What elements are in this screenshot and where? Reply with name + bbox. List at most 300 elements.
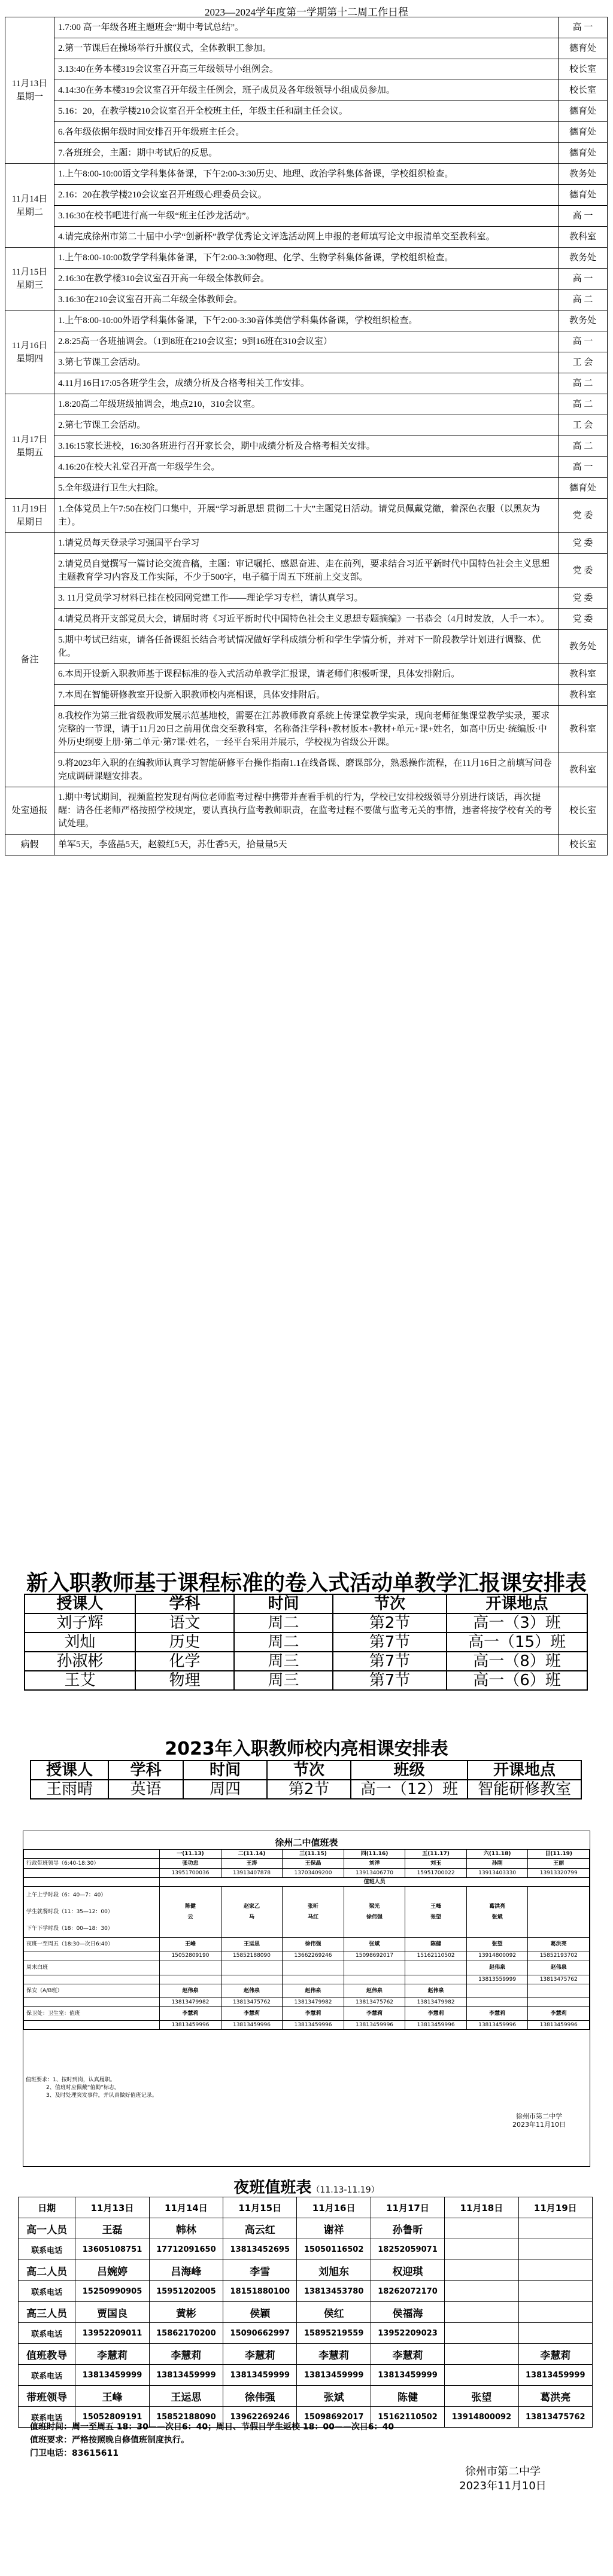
schedule-row	[5, 101, 608, 122]
task-cell: 4.16:20在校大礼堂召开高一年级学生会。	[54, 457, 559, 478]
night-row	[19, 2218, 593, 2239]
night-cell: 张斌	[297, 2386, 371, 2407]
duty-cell: 李慧莉	[405, 2007, 467, 2021]
period-label: 下午下学时段（18：00—18：30）	[26, 1926, 113, 1932]
night-cell: 王磊	[75, 2218, 149, 2239]
dept-cell: 高 一	[559, 457, 608, 478]
duty-cell: 13813475762	[344, 1998, 405, 2007]
task-cell: 2.16:30在教学楼310会议室召开高一年级全体教师会。	[54, 269, 559, 290]
night-cell: 15862170200	[149, 2323, 223, 2344]
dept-cell: 德育处	[559, 478, 608, 499]
night-row	[19, 2323, 593, 2344]
night-cell	[518, 2239, 592, 2260]
task-cell: 3. 11月党员学习材料已挂在校园网党建工作——理论学习专栏，请认真学习。	[54, 588, 559, 609]
schedule-row	[5, 706, 608, 753]
night-cell: 15895219559	[297, 2323, 371, 2344]
night-cell: 高云红	[223, 2218, 297, 2239]
duty-cell: 葛洪亮 张斌	[466, 1887, 528, 1938]
night-cell: 13813475762	[518, 2407, 592, 2428]
night-header-cell: 11月13日	[75, 2197, 149, 2218]
duty-day-header: 六(11.18)	[466, 1850, 528, 1859]
night-label-cell: 联系电话	[19, 2407, 75, 2428]
duty-cell: 13813475762	[221, 1998, 283, 2007]
duty-cell: 13703409200	[283, 1869, 344, 1878]
duty-note: 2、值班时应佩戴“值勤”标志。	[46, 2085, 120, 2091]
schedule-row	[5, 290, 608, 310]
night-label-cell: 联系电话	[19, 2323, 75, 2344]
duty-label-cell	[24, 1951, 160, 1960]
duty-cell	[160, 1960, 221, 1975]
night-header-cell: 11月17日	[371, 2197, 444, 2218]
night-duty-info	[30, 2420, 581, 2460]
night-header-cell: 11月16日	[297, 2197, 371, 2218]
phone-label: 门卫电话：	[30, 2449, 72, 2458]
night-row	[19, 2260, 593, 2281]
schedule-row	[5, 331, 608, 352]
duty-roster-table	[23, 1849, 590, 2030]
duty-cell: 张望	[466, 1938, 528, 1951]
schedule-row	[5, 269, 608, 290]
schedule-row	[5, 394, 608, 415]
task-cell: 7.本周在智能研修教室开设新入职教师校内亮相课，具体安排附后。	[54, 685, 559, 706]
task-cell: 1.请党员每天登录学习强国平台学习	[54, 533, 559, 554]
task-cell: 5.期中考试已结束，请各任备课组长结合考试情况做好学科成绩分析和学生学情分析，并对下一阶段教学计划进行调整、优化。	[54, 630, 559, 664]
duty-cell	[528, 1998, 590, 2007]
night-cell: 李慧莉	[223, 2344, 297, 2365]
table-cell: 高一（6）班	[447, 1671, 587, 1690]
night-cell: 13813459999	[75, 2365, 149, 2386]
duty-footer-date: 2023年11月10日	[512, 2121, 566, 2129]
day-cell: 11月19日 星期日	[5, 499, 54, 533]
night-cell: 15052809191	[75, 2407, 149, 2428]
day-cell: 11月17日 星期五	[5, 394, 54, 499]
table-cell: 周三	[234, 1652, 333, 1671]
duty-cell: 张斌	[344, 1938, 405, 1951]
table-cell: 第7节	[333, 1671, 447, 1690]
task-cell: 4.14:30在务本楼319会议室召开年级主任例会，班子成员及各年级领导小组成员参加。	[54, 80, 559, 101]
period-label: 学生就餐时段（11：35—12：00）	[26, 1909, 113, 1915]
duty-row	[24, 1859, 590, 1869]
night-cell: 权迎琪	[371, 2260, 444, 2281]
req-text: 严格按照晚自修值班制度执行。	[72, 2435, 189, 2445]
duty-sheet-title: 徐州二中值班表	[275, 1837, 338, 1848]
duty-cell: 13813479982	[160, 1998, 221, 2007]
header-cell: 开课地点	[468, 1761, 581, 1780]
night-cell: 15050116502	[297, 2239, 371, 2260]
dept-cell: 教科室	[559, 753, 608, 787]
table-cell: 物理	[135, 1671, 234, 1690]
night-cell: 孙鲁昕	[371, 2218, 444, 2239]
table-row	[25, 1671, 587, 1690]
table-cell: 孙淑彬	[25, 1652, 135, 1671]
duty-cell: 15052809190	[160, 1951, 221, 1960]
night-cell: 13962269246	[223, 2407, 297, 2428]
task-cell: 3.16:30在210会议室召开高二年级全体教师会。	[54, 290, 559, 310]
duty-cell: 王保晶	[283, 1859, 344, 1869]
duty-footer	[512, 2112, 566, 2129]
night-cell: 侯红	[297, 2302, 371, 2323]
day-cell: 11月13日 星期一	[5, 17, 54, 164]
night-row	[19, 2344, 593, 2365]
night-footer-org: 徐州市第二中学	[465, 2465, 541, 2478]
duty-cell: 13913320799	[528, 1869, 590, 1878]
schedule-row	[5, 185, 608, 206]
table-cell: 高一（8）班	[447, 1652, 587, 1671]
day-cell: 备注	[5, 533, 54, 787]
task-cell: 6.各年级依据年级时间安排召开年级班主任会。	[54, 122, 559, 143]
duty-cell: 15852193702	[528, 1951, 590, 1960]
duty-note: 3、及时处理突发事件，并认真做好值班记录。	[46, 2093, 157, 2099]
night-cell: 13813459999	[223, 2365, 297, 2386]
night-cell: 黄彬	[149, 2302, 223, 2323]
dept-cell: 教科室	[559, 664, 608, 685]
schedule-row	[5, 206, 608, 227]
table-row	[25, 1652, 587, 1671]
schedule-row	[5, 554, 608, 588]
duty-cell: 13913403330	[466, 1869, 528, 1878]
night-cell: 13813459999	[149, 2365, 223, 2386]
table-cell: 第7节	[333, 1652, 447, 1671]
task-cell: 1.8:20高二年级班级抽调会，地点210，310会议室。	[54, 394, 559, 415]
dept-cell: 工 会	[559, 352, 608, 373]
table-cell: 智能研修教室	[468, 1780, 581, 1799]
duty-row	[24, 1960, 590, 1975]
table-cell: 周二	[234, 1613, 333, 1633]
night-cell	[445, 2323, 518, 2344]
night-duty-title-text: 夜班值班表	[233, 2179, 312, 2197]
night-cell	[518, 2260, 592, 2281]
duty-notes	[26, 2076, 157, 2100]
duty-cell	[528, 1887, 590, 1938]
duty-cell: 15951700022	[405, 1869, 467, 1878]
header-cell: 节次	[333, 1594, 447, 1613]
duty-cell: 赵伟泉	[160, 1984, 221, 1998]
night-label-cell: 联系电话	[19, 2239, 75, 2260]
schedule-row	[5, 38, 608, 59]
dept-cell: 高 二	[559, 290, 608, 310]
night-header-cell: 日期	[19, 2197, 75, 2218]
header-cell: 班级	[351, 1761, 468, 1780]
duty-day-header: 一(11.13)	[160, 1850, 221, 1859]
night-cell: 侯颖	[223, 2302, 297, 2323]
schedule-row	[5, 588, 608, 609]
duty-cell: 孙刚	[466, 1859, 528, 1869]
dept-cell: 校长室	[559, 835, 608, 855]
duty-footer-org: 徐州市第二中学	[516, 2112, 562, 2120]
duty-cell	[528, 1984, 590, 1998]
night-cell	[445, 2365, 518, 2386]
schedule-row	[5, 143, 608, 164]
duty-corner	[24, 1878, 160, 1887]
night-cell	[518, 2281, 592, 2302]
schedule-row	[5, 59, 608, 80]
dept-cell: 高 一	[559, 206, 608, 227]
night-label-cell: 高一人员	[19, 2218, 75, 2239]
night-cell: 13813453780	[297, 2281, 371, 2302]
duty-cell: 李慧莉	[466, 2007, 528, 2021]
duty-header-row	[24, 1850, 590, 1859]
dept-cell: 教务处	[559, 248, 608, 269]
dept-cell: 德育处	[559, 38, 608, 59]
task-cell: 2.请党员自觉撰写一篇讨论交流音稿，主题：审记嘱托、感恩奋进、走在前列，要求结合习近平新时代中国特色社会主义思想主题教育学习内容及工作实际，不少于500字，电子稿于周五下班前上交支部。	[54, 554, 559, 588]
phone-value: 83615611	[72, 2449, 119, 2458]
night-cell: 15951202005	[149, 2281, 223, 2302]
table-cell: 周三	[234, 1671, 333, 1690]
duty-cell: 13813459996	[405, 2021, 467, 2030]
schedule-row	[5, 80, 608, 101]
night-cell: 张望	[445, 2386, 518, 2407]
schedule-row	[5, 227, 608, 248]
night-cell	[445, 2344, 518, 2365]
night-cell: 13813459999	[297, 2365, 371, 2386]
duty-cell: 赵伟泉	[405, 1984, 467, 1998]
schedule-row	[5, 787, 608, 835]
dept-cell: 教科室	[559, 685, 608, 706]
night-label-cell: 联系电话	[19, 2281, 75, 2302]
duty-cell: 李慧莉	[344, 2007, 405, 2021]
task-cell: 2.第一节课后在操场举行升旗仪式，全体教职工参加。	[54, 38, 559, 59]
header-cell: 节次	[267, 1761, 351, 1780]
duty-row	[24, 1998, 590, 2007]
duty-cell: 15162110502	[405, 1951, 467, 1960]
duty-label-cell: 夜班一至周五（18:30—次日6:40）	[24, 1938, 160, 1951]
duty-cell: 13813559999	[466, 1975, 528, 1984]
duty-cell: 13951700036	[160, 1869, 221, 1878]
duty-cell: 葛洪亮	[528, 1938, 590, 1951]
duty-cell: 刘洋	[344, 1859, 405, 1869]
header-cell: 学科	[135, 1594, 234, 1613]
schedule-row	[5, 352, 608, 373]
task-cell: 5.16：20，在教学楼210会议室召开全校班主任，年级主任和副主任会议。	[54, 101, 559, 122]
duty-cell: 赵伟泉	[283, 1984, 344, 1998]
table-cell: 刘灿	[25, 1633, 135, 1652]
schedule-row	[5, 835, 608, 855]
night-header-cell: 11月18日	[445, 2197, 518, 2218]
task-cell: 9.将2023年入职的在编教师认真学习智能研修平台操作指南1.1在线备课、磨课部分，熟悉操作流程，在11月16日之前填写问卷完成调研课题安排表。	[54, 753, 559, 787]
night-cell	[518, 2302, 592, 2323]
dept-cell: 德育处	[559, 122, 608, 143]
night-cell: 13813452695	[223, 2239, 297, 2260]
duty-cell: 15098692017	[344, 1951, 405, 1960]
duty-cell: 13813459996	[344, 2021, 405, 2030]
dept-cell: 党 委	[559, 609, 608, 630]
task-cell: 5.全年级进行卫生大扫除。	[54, 478, 559, 499]
schedule-row	[5, 753, 608, 787]
schedule-row	[5, 17, 608, 38]
night-header-cell: 11月19日	[518, 2197, 592, 2218]
schedule-row	[5, 415, 608, 436]
duty-row	[24, 1938, 590, 1951]
night-cell: 李慧莉	[297, 2344, 371, 2365]
task-cell: 1.期中考试期间，视频监控发现有两位老师监考过程中携带并查看手机的行为，学校已安排校级领导分别进行谈话，再次提醒：请各任老师严格按照学校规定，要认真执行监考教师职责，在监考过程不要做与监考无关的事情，违者将按学校有关的考试处理。	[54, 787, 559, 835]
night-duty-range: （11.13-11.19）	[311, 2185, 380, 2195]
night-cell: 李慧莉	[371, 2344, 444, 2365]
dept-cell: 德育处	[559, 143, 608, 164]
night-cell: 李雪	[223, 2260, 297, 2281]
duty-day-header: 三(11.15)	[283, 1850, 344, 1859]
debut-table-title: 2023年入职教师校内亮相课安排表	[165, 1738, 448, 1759]
duty-row	[24, 1975, 590, 1984]
night-cell: 陈健	[371, 2386, 444, 2407]
duty-cell: 15852188090	[221, 1951, 283, 1960]
night-header-cell: 11月14日	[149, 2197, 223, 2218]
duty-cell: 李慧莉	[283, 2007, 344, 2021]
night-cell: 侯福海	[371, 2302, 444, 2323]
schedule-row	[5, 373, 608, 394]
task-cell: 4.11月16日17:05各班学生会，成绩分析及合格考相关工作安排。	[54, 373, 559, 394]
duty-row	[24, 2007, 590, 2021]
day-cell: 处室通报	[5, 787, 54, 835]
duty-cell: 徐伟强	[283, 1938, 344, 1951]
schedule-row	[5, 457, 608, 478]
night-cell: 葛洪亮	[518, 2386, 592, 2407]
night-cell	[518, 2218, 592, 2239]
duty-cell: 赵伟泉	[528, 1960, 590, 1975]
duty-label-cell: 保卫处：卫生室：值班	[24, 2007, 160, 2021]
night-duty-title	[0, 2175, 613, 2197]
night-cell: 15162110502	[371, 2407, 444, 2428]
night-cell: 15098692017	[297, 2407, 371, 2428]
duty-row	[24, 1984, 590, 1998]
duty-cell	[405, 1975, 467, 1984]
night-cell: 15090662997	[223, 2323, 297, 2344]
duty-sheet	[23, 1831, 590, 2167]
duty-cell: 13813479982	[283, 1998, 344, 2007]
night-label-cell: 联系电话	[19, 2365, 75, 2386]
dept-cell: 校长室	[559, 59, 608, 80]
table-cell: 高一（3）班	[447, 1613, 587, 1633]
table-cell: 历史	[135, 1633, 234, 1652]
duty-cell	[466, 1998, 528, 2007]
duty-cell: 陈健	[405, 1938, 467, 1951]
duty-cell	[344, 1975, 405, 1984]
night-cell: 18151880100	[223, 2281, 297, 2302]
night-cell: 吕婉婷	[75, 2260, 149, 2281]
schedule-row	[5, 533, 608, 554]
task-cell: 4.请党员将开支部党员大会，请届时将《习近平新时代中国特色社会主义思想专题摘编》一书恭会（4月时发放，人手一本）。	[54, 609, 559, 630]
night-label-cell: 高二人员	[19, 2260, 75, 2281]
night-label-cell: 高三人员	[19, 2302, 75, 2323]
night-cell	[445, 2302, 518, 2323]
day-cell: 11月15日 星期三	[5, 248, 54, 310]
duty-cell	[160, 1975, 221, 1984]
dept-cell: 党 委	[559, 554, 608, 588]
dept-cell: 高 一	[559, 17, 608, 38]
task-cell: 1.7:00 高一年级各班主题班会“期中考试总结”。	[54, 17, 559, 38]
night-header-cell: 11月15日	[223, 2197, 297, 2218]
dept-cell: 党 委	[559, 533, 608, 554]
night-cell: 18252059071	[371, 2239, 444, 2260]
duty-label-cell: 周末白班	[24, 1960, 160, 1975]
duty-cell: 王峰	[160, 1938, 221, 1951]
night-cell: 15250990905	[75, 2281, 149, 2302]
night-duty-footer	[419, 2465, 587, 2493]
duty-day-header: 二(11.14)	[221, 1850, 283, 1859]
duty-cell: 王涛	[221, 1859, 283, 1869]
duty-cell: 13813479982	[405, 1998, 467, 2007]
table-cell: 第2节	[267, 1780, 351, 1799]
night-cell	[445, 2260, 518, 2281]
task-cell: 单军5天，李盛晶5天，赵毅红5天，苏仕香5天，拾量量5天	[54, 835, 559, 855]
duty-label-cell: 行政带班领导（6:40-18:30）	[24, 1859, 160, 1869]
duty-cell	[344, 1960, 405, 1975]
night-cell: 13813459999	[518, 2365, 592, 2386]
duty-cell: 13913406770	[344, 1869, 405, 1878]
night-cell	[445, 2281, 518, 2302]
duty-label-cell	[24, 1869, 160, 1878]
schedule-row	[5, 122, 608, 143]
duty-subheader-row	[24, 1878, 590, 1887]
duty-cell	[405, 1960, 467, 1975]
duty-cell: 张功忠	[160, 1859, 221, 1869]
night-cell: 贾国良	[75, 2302, 149, 2323]
duty-cell: 李慧莉	[160, 2007, 221, 2021]
night-row	[19, 2239, 593, 2260]
night-cell: 韩林	[149, 2218, 223, 2239]
dept-cell: 高 二	[559, 373, 608, 394]
dept-cell: 工 会	[559, 415, 608, 436]
night-cell: 13605108751	[75, 2239, 149, 2260]
schedule-row	[5, 630, 608, 664]
task-cell: 2.第七节课工会活动。	[54, 415, 559, 436]
table-cell: 语文	[135, 1613, 234, 1633]
schedule-row	[5, 310, 608, 331]
task-cell: 6.本周开设新入职教师基于课程标准的卷入式活动单教学汇报课，请老师们积极听课，具体安排附后。	[54, 664, 559, 685]
table-cell: 第7节	[333, 1633, 447, 1652]
duty-cell: 13813459996	[221, 2021, 283, 2030]
duty-day-header: 五(11.17)	[405, 1850, 467, 1859]
weekly-schedule-table	[5, 17, 608, 855]
time-label: 值班时间：	[30, 2422, 72, 2432]
night-footer-date: 2023年11月10日	[459, 2480, 547, 2492]
duty-cell: 李慧莉	[528, 2007, 590, 2021]
page-title: 2023—2024学年度第一学期第十二周工作日程	[205, 7, 408, 18]
dept-cell: 高 二	[559, 436, 608, 457]
duty-cell: 13662269246	[283, 1951, 344, 1960]
header-cell: 授课人	[31, 1761, 108, 1780]
table-cell: 英语	[108, 1780, 183, 1799]
req-label: 值班要求：	[30, 2435, 72, 2445]
table-row	[25, 1633, 587, 1652]
night-cell: 13952209023	[371, 2323, 444, 2344]
night-cell: 李慧莉	[75, 2344, 149, 2365]
night-row	[19, 2302, 593, 2323]
night-cell: 13952209011	[75, 2323, 149, 2344]
duty-cell: 梁光 徐伟强	[344, 1887, 405, 1938]
header-row	[31, 1761, 581, 1780]
duty-row	[24, 1951, 590, 1960]
night-cell: 徐伟强	[223, 2386, 297, 2407]
day-cell: 病假	[5, 835, 54, 855]
schedule-row	[5, 248, 608, 269]
header-cell: 时间	[234, 1594, 333, 1613]
night-cell: 谢祥	[297, 2218, 371, 2239]
task-cell: 3.16:15家长进校，16:30各班进行召开家长会，期中成绩分析及合格考相关安排。	[54, 436, 559, 457]
header-row	[25, 1594, 587, 1613]
night-cell: 13914800092	[445, 2407, 518, 2428]
duty-label-cell: 保安（A/B班）	[24, 1984, 160, 1998]
duty-cell	[221, 1975, 283, 1984]
schedule-row	[5, 499, 608, 533]
night-duty-table	[18, 2197, 593, 2428]
duty-cell: 李慧莉	[221, 2007, 283, 2021]
schedule-row	[5, 436, 608, 457]
night-cell	[518, 2323, 592, 2344]
time-text: 周一至周五 18：30——次日6：40；周日、节假日学生返校 18：00——次日6：40	[72, 2422, 394, 2432]
duty-row	[24, 2021, 590, 2030]
night-row	[19, 2365, 593, 2386]
header-cell: 学科	[108, 1761, 183, 1780]
